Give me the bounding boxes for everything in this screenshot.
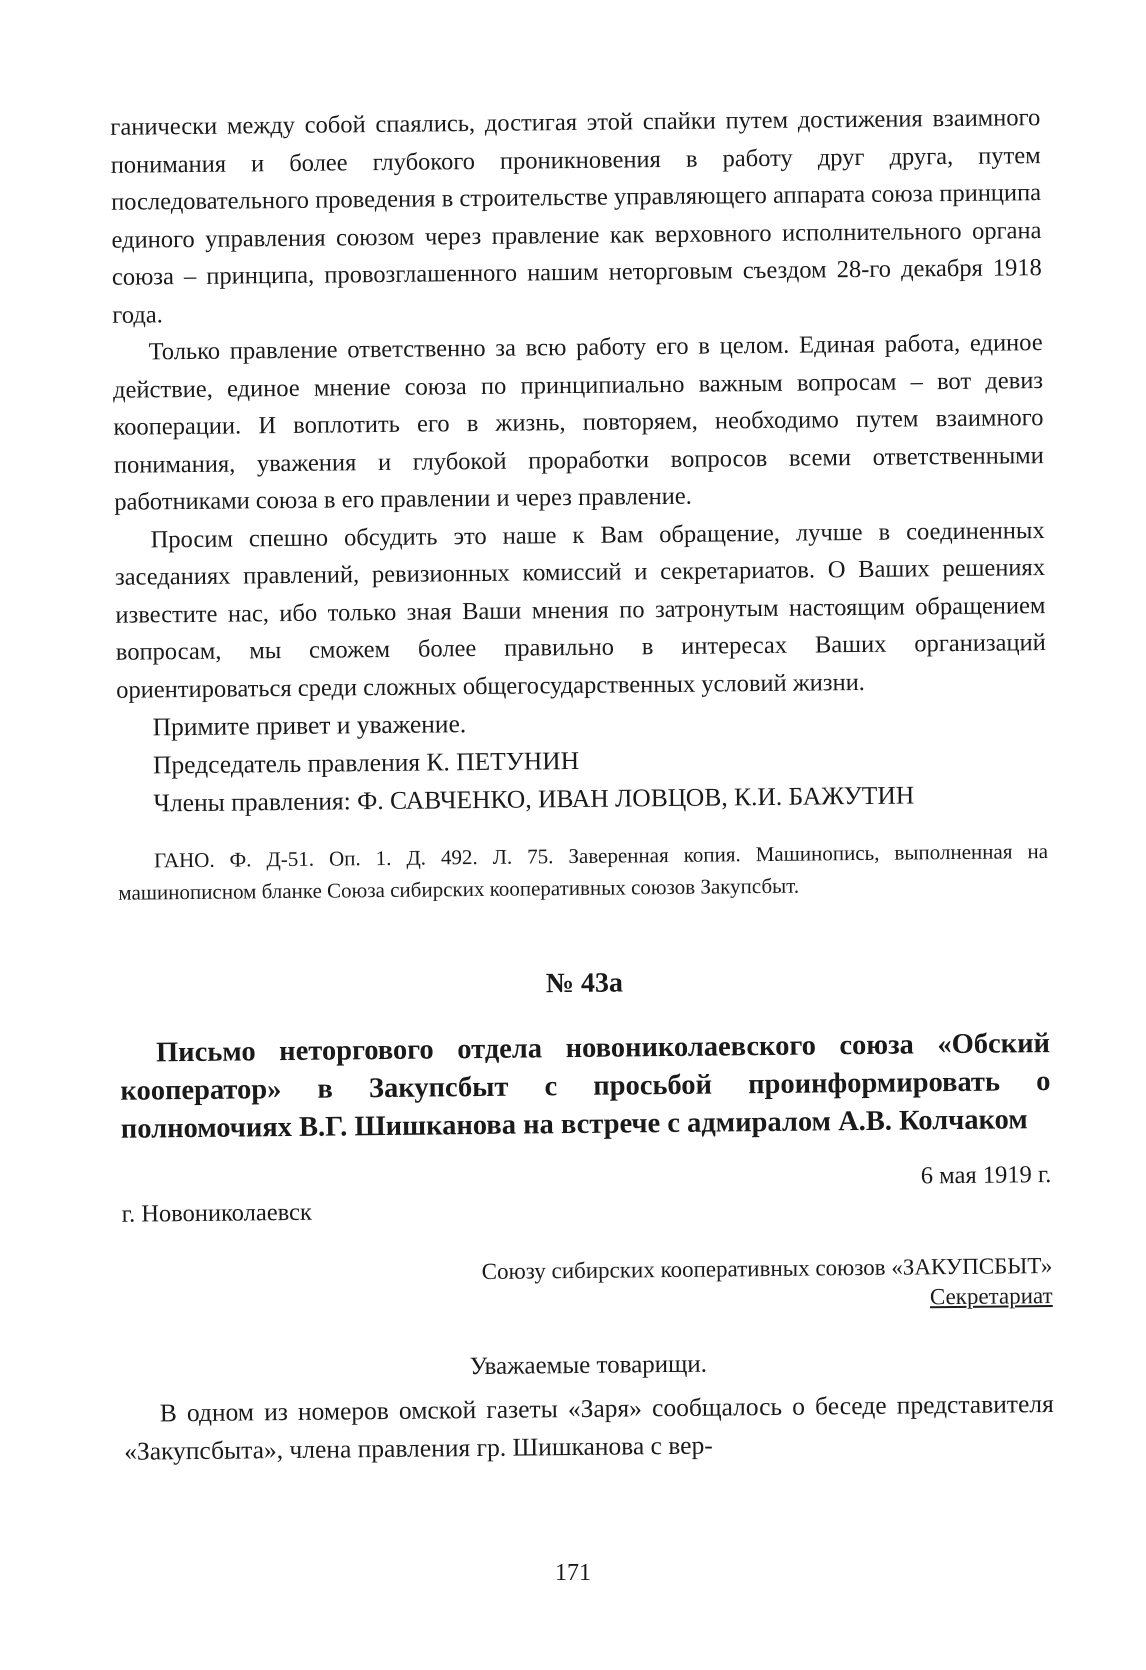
place-date-line xyxy=(121,1161,1052,1233)
greeting: Примите привет и уважение. xyxy=(152,709,467,742)
chairman-signature: Председатель правления К. ПЕТУНИН xyxy=(152,745,580,780)
addressee-department: Секретариат xyxy=(929,1283,1053,1310)
members-signature: Члены правления: Ф. САВЧЕНКО, ИВАН ЛОВЦОВ, К.И. БАЖУТИН xyxy=(153,780,915,818)
addressee: Союзу сибирских кооперативных союзов «ЗАКУПСБЫТ» xyxy=(481,1253,1053,1284)
paragraph-2: Только правление ответственно за всю работу его в целом. Единая работа, единое действие, единое мнение союза по принципиально важным вопросам – вот девиз кооперации. И воплотить его в жизнь, повторяем, необходимо путем взаимного понимания, уважения и глубокой проработки вопросов всеми ответственными работниками союза в его правлении и через правление. xyxy=(112,329,1044,516)
letter-body xyxy=(124,1385,1055,1471)
salutation: Уважаемые товарищи. xyxy=(469,1350,708,1381)
addressee-block xyxy=(122,1251,1053,1321)
document-number: № 43а xyxy=(545,967,624,1000)
document-place: г. Новониколаевск xyxy=(121,1198,312,1228)
document-title: Письмо неторгового отдела новониколаевского союза «Обский кооператор» в Закупсбыт с просьбой проинформировать о полномочиях В.Г. Шишканова на встрече с адмиралом А.В. Колчаком xyxy=(120,1028,1051,1145)
page-number: 171 xyxy=(555,1560,591,1586)
paragraph-1: ганически между собой спаялись, достигая этой спайки путем достижения взаимного понимания и более глубокого проникновения в работу друг друга, путем последовательного проведения в строительстве управляющего аппарата союза принципа единого управления союзом через правление как верховного исполнительного органа союза – принципа, провозглашенного нашим неторговым съездом 28-го декабря 1918 года. xyxy=(110,104,1042,329)
paragraph-3: Просим спешно обсудить это наше к Вам обращение, лучше в соединенных заседаниях правлений, ревизионных комиссий и секретариатов. О Ваших решениях известите нас, ибо только зная Ваши мнения по затронутым настоящим обращением вопросам, мы сможем более правильно в интересах Ваших организаций ориентироваться среди сложных общегосударственных условий жизни. xyxy=(114,516,1046,704)
signature-block xyxy=(116,699,1047,823)
archive-note: ГАНО. Ф. Д-51. Оп. 1. Д. 492. Л. 75. Заверенная копия. Машинопись, выполненная на машинописном бланке Союза сибирских кооперативных союзов Закупсбыт. xyxy=(118,839,1049,905)
body-text xyxy=(110,99,1046,709)
letter-paragraph-1: В одном из номеров омской газеты «Заря» сообщалось о беседе представителя «Закупсбыта», члена правления гр. Шишканова с вер- xyxy=(124,1389,1054,1466)
document-date: 6 мая 1919 г. xyxy=(920,1161,1052,1190)
